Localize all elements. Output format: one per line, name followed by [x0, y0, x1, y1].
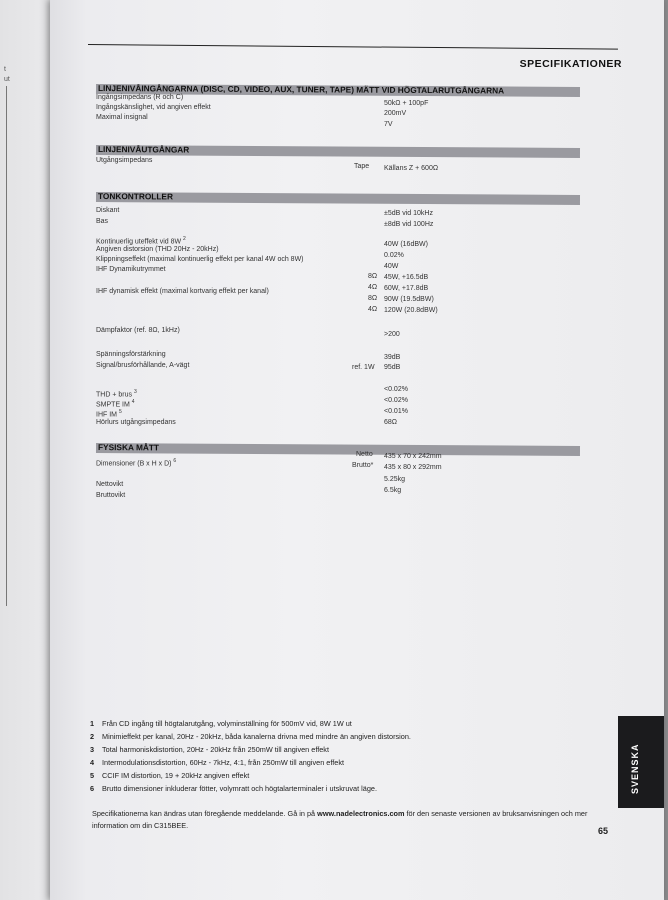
spec-value: 435 x 80 x 292mm [384, 464, 442, 471]
spec-label: Dämpfaktor (ref. 8Ω, 1kHz) [96, 327, 180, 334]
page-title: SPECIFIKATIONER [519, 58, 622, 70]
section-header-line-outputs: LINJENIVÅUTGÅNGAR [96, 145, 580, 158]
footnote: 3 Total harmoniskdistortion, 20Hz - 20kHz från 250mW till angiven effekt [90, 745, 329, 754]
left-page-fragment: t [4, 66, 6, 73]
spec-value: ±5dB vid 10kHz [384, 210, 433, 217]
spec-value: 50kΩ + 100pF [384, 100, 429, 107]
section-header-line-inputs: LINJENIVÅINGÅNGARNA (DISC, CD, VIDEO, AUX, TUNER, TAPE) MÄTT VID HÖGTALARUTGÅNGARNA [96, 84, 580, 97]
spec-label: IHF dynamisk effekt (maximal kortvarig effekt per kanal) [96, 288, 269, 295]
spec-value: 40W [384, 263, 399, 270]
spec-value: 45W, +16.5dB [384, 274, 429, 281]
spec-condition: 8Ω [368, 273, 378, 280]
spec-condition: 4Ω [368, 306, 378, 313]
spec-value: 7V [384, 121, 393, 128]
spec-value: 39dB [384, 354, 401, 361]
left-page-fragment: ut [4, 76, 10, 83]
spec-label: Spänningsförstärkning [96, 351, 166, 358]
spec-label: Diskant [96, 207, 120, 214]
footnote: 2 Minimieffekt per kanal, 20Hz - 20kHz, båda kanalerna drivna med mindre än angiven distorsion. [90, 732, 411, 741]
spec-condition: Netto [356, 451, 373, 458]
spec-value: <0.01% [384, 408, 408, 415]
spec-label: IHF Dynamikutrymmet [96, 266, 166, 273]
spec-value: 120W (20.8dBW) [384, 307, 438, 314]
spec-label: Maximal insignal [96, 114, 148, 121]
footnote: 1 Från CD ingång till högtalarutgång, volyminställning för 500mV vid, 8W 1W ut [90, 719, 352, 728]
spec-value: 60W, +17.8dB [384, 285, 429, 292]
spec-label: Utgångsimpedans [96, 157, 153, 164]
spec-condition: 4Ω [368, 284, 378, 291]
spec-label: Ingångskänslighet, vid angiven effekt [96, 104, 211, 111]
spec-label: Angiven distorsion (THD 20Hz - 20kHz) [96, 246, 219, 253]
spec-value: 95dB [384, 364, 401, 371]
spec-value: 435 x 70 x 242mm [384, 453, 442, 460]
disclaimer-line: Specifikationerna kan ändras utan föregående meddelande. Gå in på www.nadelectronics.com för den senaste versionen av bruksanvisningen och mer [92, 809, 588, 818]
page-number: 65 [597, 826, 608, 836]
spec-condition: Tape [354, 163, 370, 170]
spec-value: 6.5kg [384, 487, 402, 494]
website-link[interactable]: www.nadelectronics.com [317, 809, 405, 818]
left-page-margin-rule [0, 86, 7, 606]
header-rule [88, 44, 618, 50]
spec-label: Signal/brusförhållande, A-vägt [96, 362, 190, 369]
spec-value: Källans Z + 600Ω [384, 165, 439, 172]
footnote: 4 Intermodulationsdistortion, 60Hz - 7kHz, 4:1, från 250mW till angiven effekt [90, 758, 344, 767]
spec-value: 90W (19.5dBW) [384, 296, 434, 303]
footnote: 5 CCIF IM distortion, 19 + 20kHz angiven effekt [90, 771, 250, 780]
spec-label: Kontinuerlig uteffekt vid 8W $^2$ [96, 236, 186, 246]
spec-value: <0.02% [384, 397, 408, 404]
spec-label: IHF IM $^5$ [96, 409, 122, 419]
spec-value: 40W (16dBW) [384, 241, 428, 248]
spec-condition: ref. 1W [352, 364, 375, 371]
spec-label: Nettovikt [96, 481, 124, 488]
spec-value: 200mV [384, 110, 407, 117]
manual-page [50, 0, 664, 900]
language-tab: SVENSKA [618, 716, 664, 808]
spec-label: Bas [96, 218, 109, 225]
spec-condition: 8Ω [368, 295, 378, 302]
section-header-physical: FYSISKA MÅTT [96, 443, 580, 456]
spec-label: SMPTE IM $^4$ [96, 399, 135, 409]
spec-value: <0.02% [384, 386, 408, 393]
spec-value: 5.25kg [384, 476, 406, 483]
disclaimer-line: information om din C315BEE. [92, 821, 189, 830]
spec-label: Ingångsimpedans (R och C) [96, 94, 184, 101]
spec-condition: Brutto* [352, 462, 374, 469]
section-header-tone-controls: TONKONTROLLER [96, 192, 580, 205]
spec-label: Dimensioner (B x H x D) $^6$ [96, 458, 177, 468]
spec-label: Bruttovikt [96, 492, 126, 499]
spec-value: >200 [384, 331, 400, 338]
spec-label: THD + brus $^3$ [96, 389, 137, 399]
spec-label: Hörlurs utgångsimpedans [96, 419, 176, 426]
spec-value: ±8dB vid 100Hz [384, 221, 434, 228]
spec-value: 68Ω [384, 419, 398, 426]
spec-value: 0.02% [384, 252, 404, 259]
spec-label: Klippningseffekt (maximal kontinuerlig effekt per kanal 4W och 8W) [96, 256, 304, 263]
footnote: 6 Brutto dimensioner inkluderar fötter, volymratt och högtalarterminaler i utskruvat läge. [90, 784, 377, 793]
